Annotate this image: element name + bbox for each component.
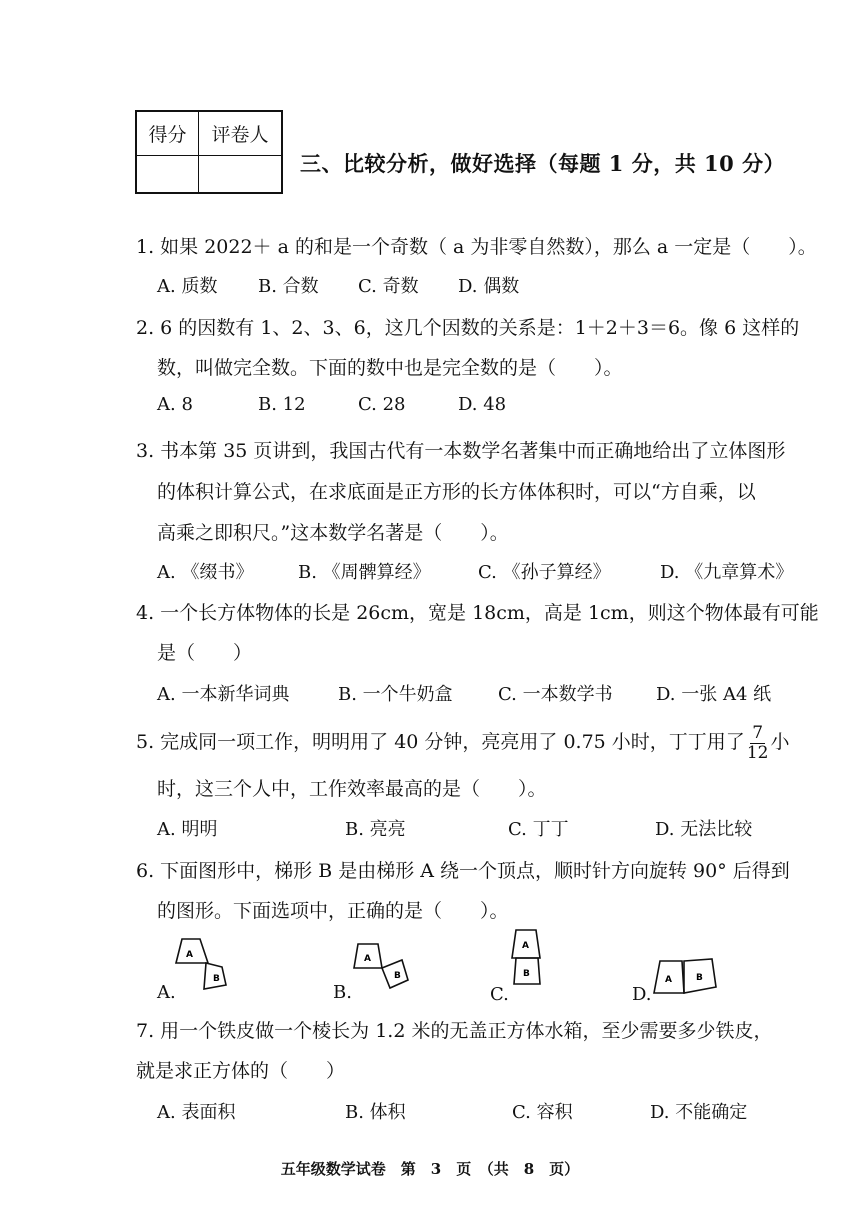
- fraction-numerator: 7: [752, 723, 764, 743]
- question-7-line-1: 7. 用一个铁皮做一个棱长为 1.2 米的无盖正方体水箱，至少需要多少铁皮，: [136, 1020, 773, 1042]
- question-3-line-2: 的体积计算公式，在求底面是正方形的长方体体积时，可以“方自乘，以: [157, 481, 756, 503]
- question-5-text-before: 5. 完成同一项工作，明明用了 40 分钟，亮亮用了 0.75 小时，丁丁用了: [136, 731, 745, 754]
- question-5-text-after: 小: [770, 731, 790, 754]
- shape-label-a: A: [665, 975, 672, 985]
- option-a-figure: [172, 935, 242, 997]
- question-5-option-b[interactable]: B. 亮亮: [345, 819, 406, 840]
- question-2-option-d[interactable]: D. 48: [458, 394, 507, 415]
- page-footer: 五年级数学试卷 第 3 页 （共 8 页）: [280, 1160, 580, 1178]
- question-4-option-a[interactable]: A. 一本新华词典: [157, 684, 290, 705]
- question-5-option-a[interactable]: A. 明明: [157, 819, 218, 840]
- question-2-option-c[interactable]: C. 28: [358, 394, 406, 415]
- question-7-option-c[interactable]: C. 容积: [512, 1102, 573, 1123]
- question-2-line-1: 2. 6 的因数有 1、2、3、6，这几个因数的关系是：1＋2＋3＝6。像 6 这样的: [136, 317, 800, 339]
- question-6-line-2: 的图形。下面选项中，正确的是（ ）。: [157, 900, 509, 922]
- question-7-option-a[interactable]: A. 表面积: [157, 1102, 236, 1123]
- question-3-option-b[interactable]: B. 《周髀算经》: [298, 562, 431, 583]
- question-4-option-d[interactable]: D. 一张 A4 纸: [656, 684, 772, 705]
- question-6-option-a[interactable]: A.: [157, 982, 176, 1003]
- question-3-line-3: 高乘之即积尺。”这本数学名著是（ ）。: [157, 522, 509, 544]
- section-title: 三、比较分析，做好选择（每题 1 分，共 10 分）: [300, 151, 786, 176]
- shape-label-a: A: [364, 954, 371, 964]
- question-7-line-2: 就是求正方体的（ ）: [136, 1060, 346, 1082]
- question-1-line-1: 1. 如果 2022＋ a 的和是一个奇数（ a 为非零自然数），那么 a 一定是（ ）。: [136, 236, 817, 258]
- question-1-option-a[interactable]: A. 质数: [157, 276, 218, 297]
- question-6-option-d[interactable]: D.: [632, 984, 652, 1005]
- question-2-option-b[interactable]: B. 12: [258, 394, 306, 415]
- question-5-line-2: 时，这三个人中，工作效率最高的是（ ）。: [157, 778, 547, 800]
- shape-label-a: A: [186, 950, 193, 960]
- question-6-line-1: 6. 下面图形中，梯形 B 是由梯形 A 绕一个顶点，顺时针方向旋转 90° 后得到: [136, 860, 790, 882]
- question-4-option-b[interactable]: B. 一个牛奶盒: [338, 684, 453, 705]
- question-6-option-b[interactable]: B.: [333, 982, 352, 1003]
- question-5-option-d[interactable]: D. 无法比较: [655, 819, 753, 840]
- fraction-denominator: 12: [746, 742, 769, 763]
- fraction: [747, 724, 769, 762]
- question-7-option-b[interactable]: B. 体积: [345, 1102, 406, 1123]
- question-2-option-a[interactable]: A. 8: [157, 394, 193, 415]
- shape-label-b: B: [523, 969, 530, 979]
- question-3-option-d[interactable]: D. 《九章算术》: [660, 562, 794, 583]
- question-3-option-a[interactable]: A. 《缀书》: [157, 562, 254, 583]
- score-cell[interactable]: [137, 156, 199, 192]
- question-5-line-1: [136, 724, 789, 762]
- question-1-option-d[interactable]: D. 偶数: [458, 276, 520, 297]
- question-5-option-c[interactable]: C. 丁丁: [508, 819, 569, 840]
- question-4-line-2: 是（ ）: [157, 642, 253, 664]
- question-3-option-c[interactable]: C. 《孙子算经》: [478, 562, 611, 583]
- score-label: 得分: [137, 112, 199, 156]
- question-3-line-1: 3. 书本第 35 页讲到，我国古代有一本数学名著集中而正确地给出了立体图形: [136, 440, 786, 462]
- question-1-option-c[interactable]: C. 奇数: [358, 276, 419, 297]
- shape-label-b: B: [696, 973, 703, 983]
- score-box: [135, 110, 283, 194]
- question-1-option-b[interactable]: B. 合数: [258, 276, 319, 297]
- question-6-option-c[interactable]: C.: [490, 984, 509, 1005]
- question-4-line-1: 4. 一个长方体物体的长是 26cm，宽是 18cm，高是 1cm，则这个物体最有可能: [136, 602, 819, 624]
- grader-cell[interactable]: [199, 156, 281, 192]
- shape-label-b: B: [213, 974, 220, 984]
- option-b-figure: [350, 938, 430, 998]
- question-4-option-c[interactable]: C. 一本数学书: [498, 684, 613, 705]
- shape-label-b: B: [394, 971, 401, 981]
- question-2-line-2: 数，叫做完全数。下面的数中也是完全数的是（ ）。: [157, 357, 623, 379]
- option-d-figure: [652, 955, 722, 1000]
- grader-label: 评卷人: [199, 112, 281, 156]
- shape-label-a: A: [522, 941, 529, 951]
- question-7-option-d[interactable]: D. 不能确定: [650, 1102, 748, 1123]
- option-c-figure: [510, 926, 550, 996]
